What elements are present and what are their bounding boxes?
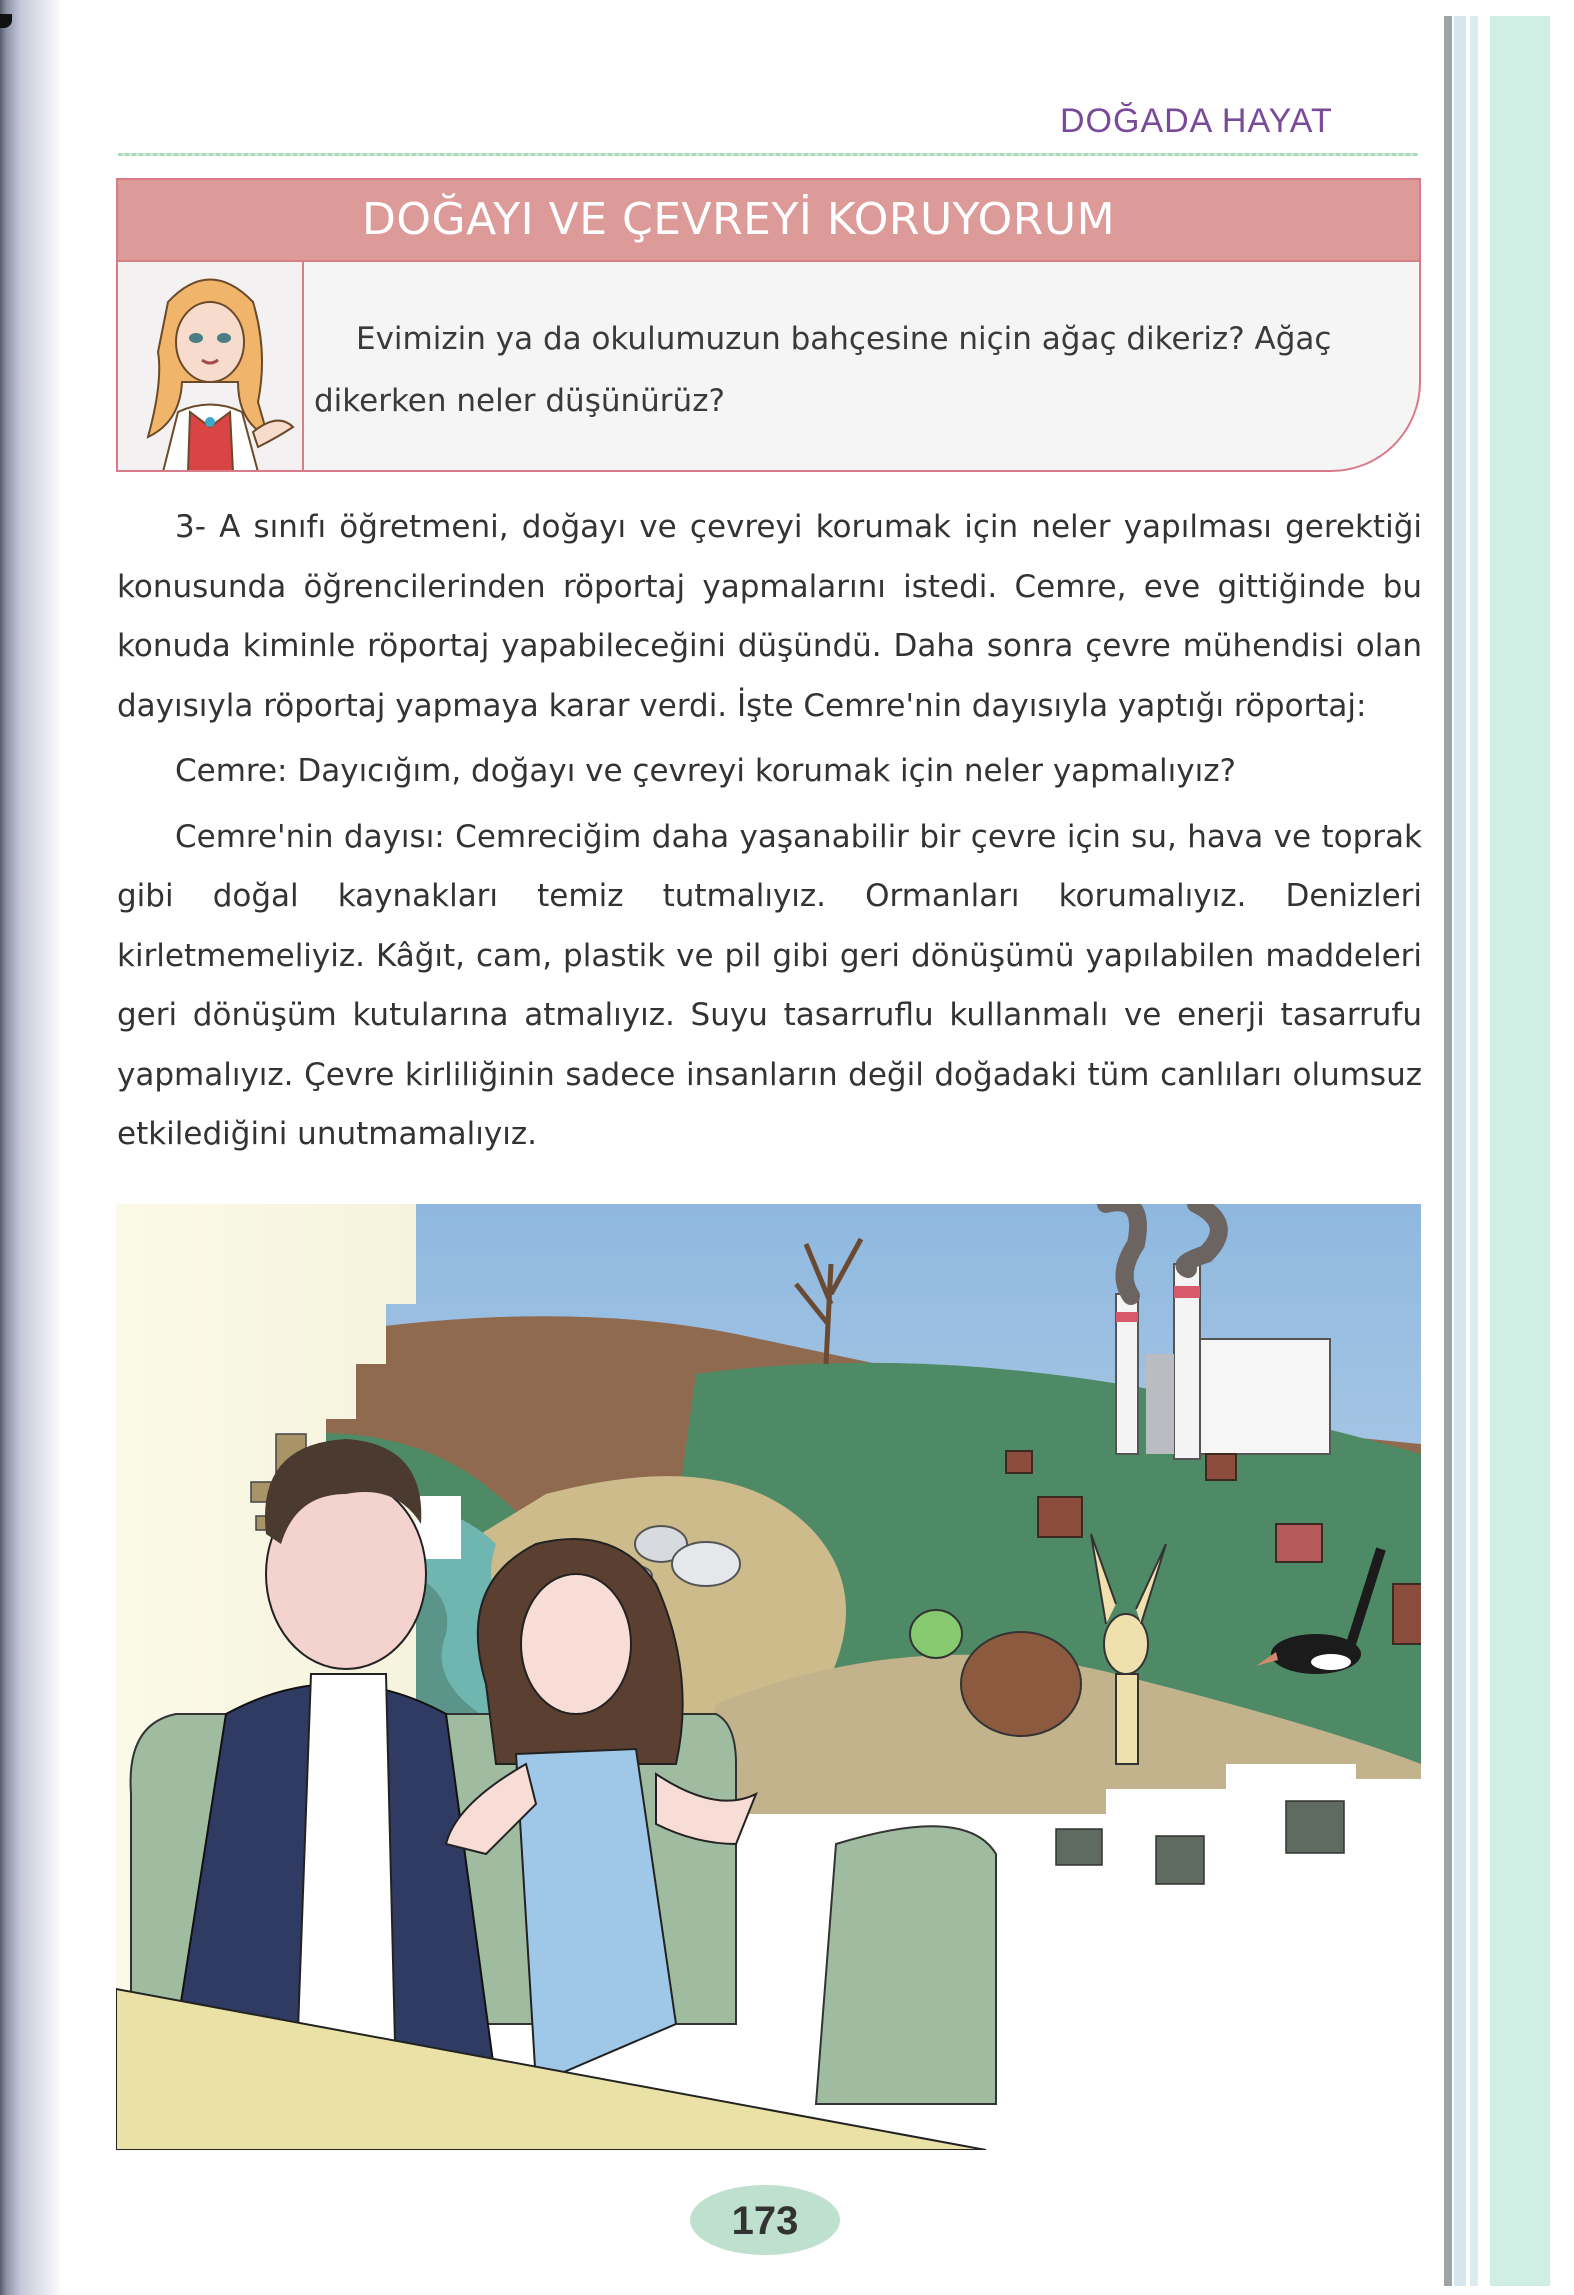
question-line-2: dikerken neler düşünürüz? (314, 383, 725, 419)
section-box (116, 178, 1421, 472)
question-line-1: Evimizin ya da okulumuzun bahçesine niçin ağaç dikeriz? Ağaç (356, 321, 1332, 357)
avatar-cell (118, 262, 304, 470)
book-spine-shadow (0, 0, 62, 2295)
page-edge-strips (1434, 16, 1574, 2286)
uncle-answer: Cemre'nin dayısı: Cemreciğim daha yaşanabilir bir çevre için su, hava ve toprak gibi doğal kaynakları temiz tutmalıyız. Ormanları korumalıyız. Denizleri kirletmemeliyiz. Kâğıt, cam, plastik ve pil gibi geri dönüşümü yapılabilen maddeleri geri dönüşüm kutularına atmalıyız. Suyu tasarruflu kullanmalı ve enerji tasarrufu yapmalıyız. Çevre kirliliğinin sadece insanların değil doğadaki tüm canlıları olumsuz etkilediğini unutmamalıyız. (117, 818, 1422, 1152)
nature-scene-illustration (116, 1204, 1421, 2150)
section-title-bar (118, 180, 1419, 262)
cemre-question: Cemre: Dayıcığım, doğayı ve çevreyi korumak için neler yapmalıyız? (175, 753, 1236, 789)
main-text (117, 498, 1422, 1165)
header-divider (118, 153, 1418, 156)
teacher-girl-avatar-icon (118, 262, 302, 472)
intro-question (314, 308, 1379, 432)
section-title: DOĞAYI VE ÇEVREYİ KORUYORUM (361, 194, 1116, 245)
running-head: DOĞADA HAYAT (1060, 102, 1333, 140)
illustration (116, 1204, 1421, 2150)
intro-paragraph: 3- A sınıfı öğretmeni, doğayı ve çevreyi korumak için neler yapılması gerektiği konusunda öğrencilerinden röportaj yapmalarını istedi. Cemre, eve gittiğinde bu konuda kiminle röportaj yapabileceğini düşündü. Daha sonra çevre mühendisi olan dayısıyla röportaj yapmaya karar verdi. İşte Cemre'nin dayısıyla yaptığı röportaj: (117, 509, 1422, 724)
page-number-badge: 173 (690, 2185, 840, 2255)
